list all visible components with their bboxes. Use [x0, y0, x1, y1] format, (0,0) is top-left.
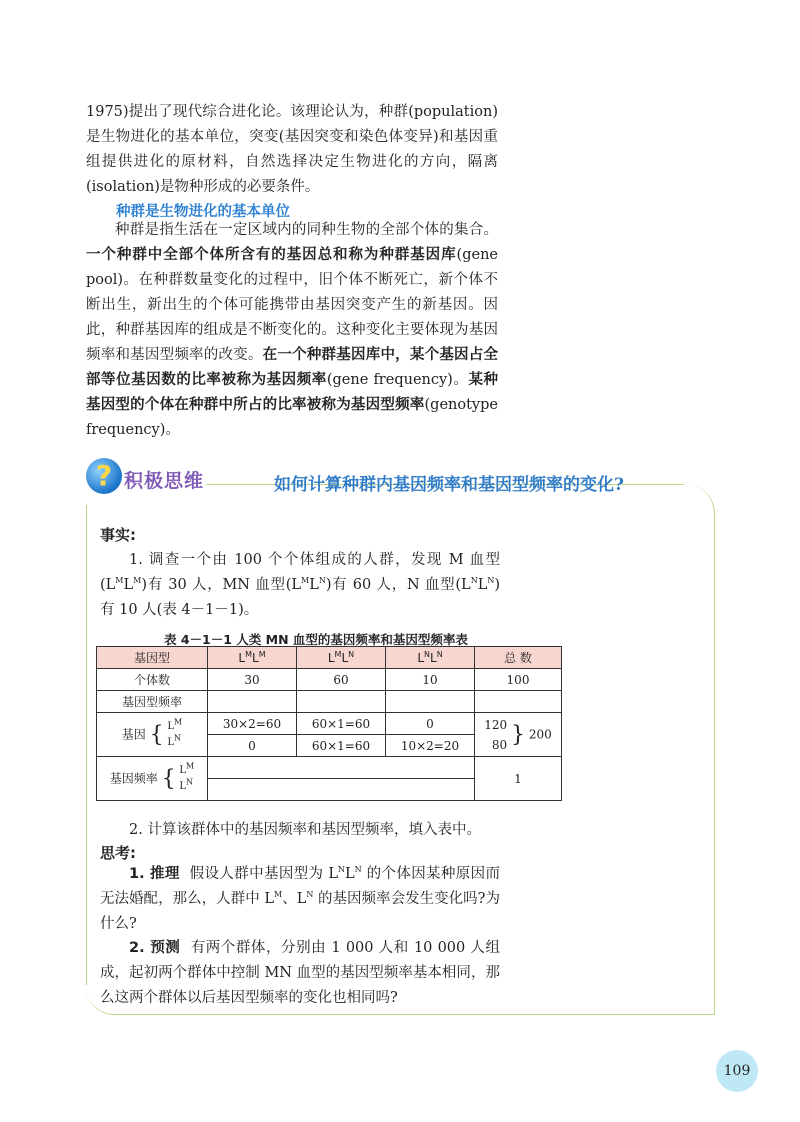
text-span: (gene pool)。在种群数量变化的过程中，旧个体不断死亡，新个体不断出生，新出生的个体可能携带由基因突变产生的新基因。因此，种群基因库的组成是不断变化的。这种变化主要体现为基因频率和基因型频率的改变。	[86, 247, 498, 363]
table-cell: 0	[208, 735, 297, 757]
thinking-box-title: 如何计算种群内基因频率和基因型频率的变化?	[274, 475, 624, 495]
text-span: L	[238, 650, 246, 665]
text-span: L	[417, 650, 425, 665]
text-span: 有两个群体，分别由 1 000 人和 10 000 人组成，起初两个群体中控制 MN 血型的基因型频率基本相同，那么这两个群体以后基因型频率的变化也相同吗?	[100, 940, 500, 1006]
table-cell	[208, 757, 475, 779]
text-span: 120	[484, 717, 508, 732]
superscript: N	[174, 733, 182, 743]
text-span: 的基因频率会发生变化吗?为什么?	[100, 891, 500, 932]
brace-icon: }	[511, 722, 525, 747]
row-label: 基因型频率	[97, 691, 208, 713]
table-header-row	[97, 647, 562, 669]
text-span: (gene frequency)。	[326, 372, 469, 388]
table-cell	[208, 691, 297, 713]
freq-sublabels	[179, 763, 194, 795]
thinking-box-left-line	[86, 505, 87, 985]
text-span: 基因频率	[109, 771, 158, 785]
gene-frequency-table	[96, 646, 562, 801]
superscript: N	[348, 649, 355, 659]
table-cell: 60	[297, 669, 386, 691]
text-span: L	[341, 650, 349, 665]
question-1	[100, 862, 500, 937]
row-label: 个体数	[97, 669, 208, 691]
superscript: M	[174, 717, 183, 727]
table-cell: 1	[475, 757, 562, 801]
fact-1	[100, 548, 500, 623]
bold-text-span: 某种基因型的个体在种群中所占的比率被称为基因型频率	[86, 372, 499, 413]
superscript: N	[470, 576, 478, 586]
superscript: N	[186, 777, 194, 787]
text-span: 80	[491, 737, 508, 752]
text-span: L	[252, 650, 259, 665]
think-label: 思考:	[100, 844, 136, 862]
facts-label: 事实:	[100, 526, 136, 544]
table-cell: 30	[208, 669, 297, 691]
text-span: 1. 调查一个由 100 个个体组成的人群，发现 M 血型 (L	[100, 552, 500, 593]
thinking-logo-text: 积极思维	[124, 470, 205, 492]
text-span: 种群是指生活在一定区域内的同种生物的全部个体的集合。	[115, 222, 498, 238]
row-label	[97, 757, 208, 801]
bold-text-span: 一个种群中全部个体所含有的基因总和称为种群基因库	[86, 247, 457, 263]
table-caption: 表 4－1－1 人类 MN 血型的基因频率和基因型频率表	[164, 632, 468, 647]
text-span: )有 30 人，MN 血型(L	[141, 577, 302, 593]
table-cell	[208, 779, 475, 801]
header-cell: 总 数	[475, 647, 562, 669]
text-span: )有 60 人，N 血型(L	[325, 577, 471, 593]
superscript: M	[245, 649, 252, 659]
superscript: N	[424, 649, 430, 659]
table-cell: 30×2=60	[208, 713, 297, 735]
brace-icon: {	[149, 722, 164, 747]
bold-text-span: 2. 预测	[129, 940, 181, 956]
table-cell	[475, 691, 562, 713]
fact-2: 2. 计算该群体中的基因频率和基因型频率，填入表中。	[129, 822, 481, 838]
text-span: L	[167, 736, 175, 748]
text-span: 假设人群中基因型为 L	[189, 866, 339, 882]
bold-text-span: 1. 推理	[129, 866, 180, 882]
header-cell	[297, 647, 386, 669]
text-span: (genotype frequency)。	[86, 397, 498, 438]
section-paragraph	[86, 218, 498, 443]
text-span: 的个体因某种原因而无法婚配，那么，人群中 L	[100, 866, 500, 907]
superscript: M	[186, 761, 195, 771]
superscript: N	[318, 576, 326, 586]
superscript: N	[436, 649, 443, 659]
table-row	[97, 713, 562, 735]
text-span: L	[179, 764, 187, 776]
text-span: L	[327, 650, 335, 665]
superscript: N	[354, 865, 362, 875]
superscript: N	[338, 865, 346, 875]
header-cell: 基因型	[97, 647, 208, 669]
table-cell: 10	[386, 669, 475, 691]
superscript: M	[273, 890, 283, 900]
gene-sublabels	[167, 719, 182, 751]
table-cell	[475, 713, 562, 757]
bold-text-span: 在一个种群基因库中，某个基因占全部等位基因数的比率被称为基因频率	[86, 347, 499, 388]
question-2	[100, 936, 500, 1011]
table-cell: 0	[386, 713, 475, 735]
table-row	[97, 691, 562, 713]
table-cell	[386, 691, 475, 713]
superscript: N	[487, 576, 495, 586]
brace-icon: {	[161, 766, 176, 791]
text-span: 200	[528, 727, 552, 741]
text-span: 、L	[282, 891, 307, 907]
superscript: M	[301, 576, 310, 586]
text-span: L	[179, 780, 187, 792]
superscript: N	[306, 890, 314, 900]
row-label	[97, 713, 208, 757]
text-span: 基因	[121, 727, 146, 741]
table-cell	[297, 691, 386, 713]
text-span: L	[167, 720, 175, 732]
text-span: L	[345, 866, 355, 882]
header-cell	[386, 647, 475, 669]
question-mark-icon: ?	[86, 458, 122, 494]
text-span: L	[123, 577, 134, 593]
header-cell	[208, 647, 297, 669]
page-number: 109	[716, 1050, 758, 1092]
table-cell: 10×2=20	[386, 735, 475, 757]
intro-paragraph	[86, 100, 498, 200]
table-cell: 60×1=60	[297, 735, 386, 757]
superscript: M	[258, 649, 266, 659]
intro-text: 1975)提出了现代综合进化论。该理论认为，种群(population)是生物进化的基本单位，突变(基因突变和染色体变异)和基因重组提供进化的原材料，自然选择决定生物进化的方向，隔离(isolation)是物种形成的必要条件。	[86, 104, 498, 195]
superscript: M	[115, 576, 124, 586]
superscript: M	[133, 576, 142, 586]
table-cell: 60×1=60	[297, 713, 386, 735]
text-span: L	[477, 577, 488, 593]
section-heading: 种群是生物进化的基本单位	[116, 204, 290, 220]
table-row	[97, 757, 562, 779]
text-span: L	[309, 577, 319, 593]
superscript: M	[334, 649, 342, 659]
table-row	[97, 669, 562, 691]
table-cell: 100	[475, 669, 562, 691]
gene-totals	[484, 715, 507, 755]
text-span: L	[430, 650, 437, 665]
text-span: )有 10 人(表 4－1－1)。	[100, 577, 500, 618]
